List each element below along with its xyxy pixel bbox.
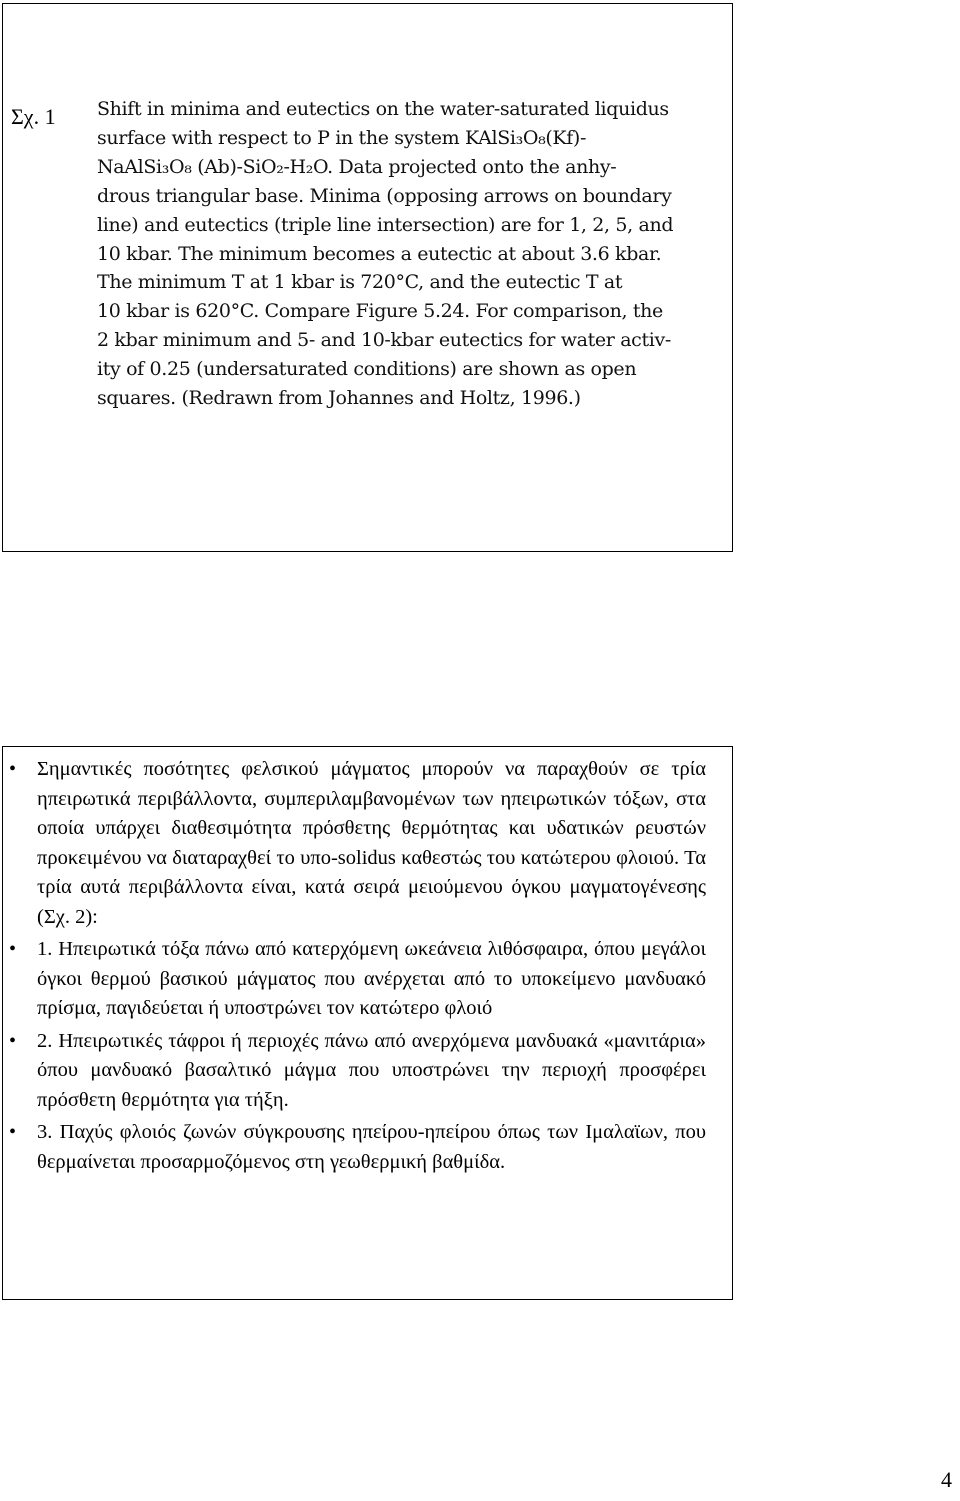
slide-figure bbox=[2, 3, 733, 552]
figure-label: Σχ. 1 bbox=[11, 104, 56, 129]
caption-line: line) and eutectics (triple line intersection) are for 1, 2, 5, and bbox=[97, 213, 674, 236]
bullet-item: • 1. Ηπειρωτικά τόξα πάνω από κατερχόμενη ωκεάνεια λιθόσφαιρα, όπου μεγάλοι όγκοι θερμού βασικού μάγματος που ανέρχεται από το υποκείμενο μανδυακό πρίσμα, παγιδεύεται ή υποστρώνει τον κατώτερο φλοιό bbox=[3, 935, 732, 1024]
caption-line: 10 kbar is 620°C. Compare Figure 5.24. For comparison, the bbox=[97, 300, 663, 323]
caption-line: surface with respect to P in the system KAlSi₃O₈(Kf)- bbox=[97, 126, 587, 149]
caption-line: 10 kbar. The minimum becomes a eutectic at about 3.6 kbar. bbox=[97, 242, 662, 265]
page-number: 4 bbox=[941, 1467, 952, 1492]
bullet-list bbox=[3, 755, 732, 1180]
caption-line: The minimum T at 1 kbar is 720°C, and the eutectic T at bbox=[97, 271, 623, 294]
slide-text bbox=[2, 746, 733, 1300]
bullet-item: • 2. Ηπειρωτικές τάφροι ή περιοχές πάνω από ανερχόμενα μανδυακά «μανιτάρια» όπου μανδυακό βασαλτικό μάγμα που υποστρώνει την περιοχή προσφέρει πρόσθετη θερμότητα για τήξη. bbox=[3, 1027, 732, 1116]
caption-line: Shift in minima and eutectics on the water-saturated liquidus bbox=[97, 98, 669, 120]
figure-caption bbox=[97, 95, 697, 413]
bullet-item: • 3. Παχύς φλοιός ζωνών σύγκρουσης ηπείρου-ηπείρου όπως των Ιμαλαϊων, που θερμαίνεται προσαρμοζόμενος στη γεωθερμική βαθμίδα. bbox=[3, 1118, 732, 1177]
caption-line: ity of 0.25 (undersaturated conditions) are shown as open bbox=[97, 358, 637, 381]
caption-line: squares. (Redrawn from Johannes and Holtz, 1996.) bbox=[97, 387, 581, 410]
caption-line: 2 kbar minimum and 5- and 10-kbar eutectics for water activ- bbox=[97, 329, 671, 352]
bullet-item: • Σημαντικές ποσότητες φελσικού μάγματος μπορούν να παραχθούν σε τρία ηπειρωτικά περιβάλλοντα, συμπεριλαμβανομένων των ηπειρωτικών τόξων, στα οποία υπάρχει διαθεσιμότητα πρόσθετης θερμότητας και υδατικών ρευστών προκειμένου να διαταραχθεί το υπο-solidus καθεστώς του κατώτερου φλοιού. Τα τρία αυτά περιβάλλοντα είναι, κατά σειρά μειούμενου όγκου μαγματογένεσης (Σχ. 2): bbox=[3, 755, 732, 932]
caption-line: drous triangular base. Minima (opposing arrows on boundary bbox=[97, 184, 672, 207]
caption-line: NaAlSi₃O₈ (Ab)-SiO₂-H₂O. Data projected onto the anhy- bbox=[97, 155, 617, 178]
